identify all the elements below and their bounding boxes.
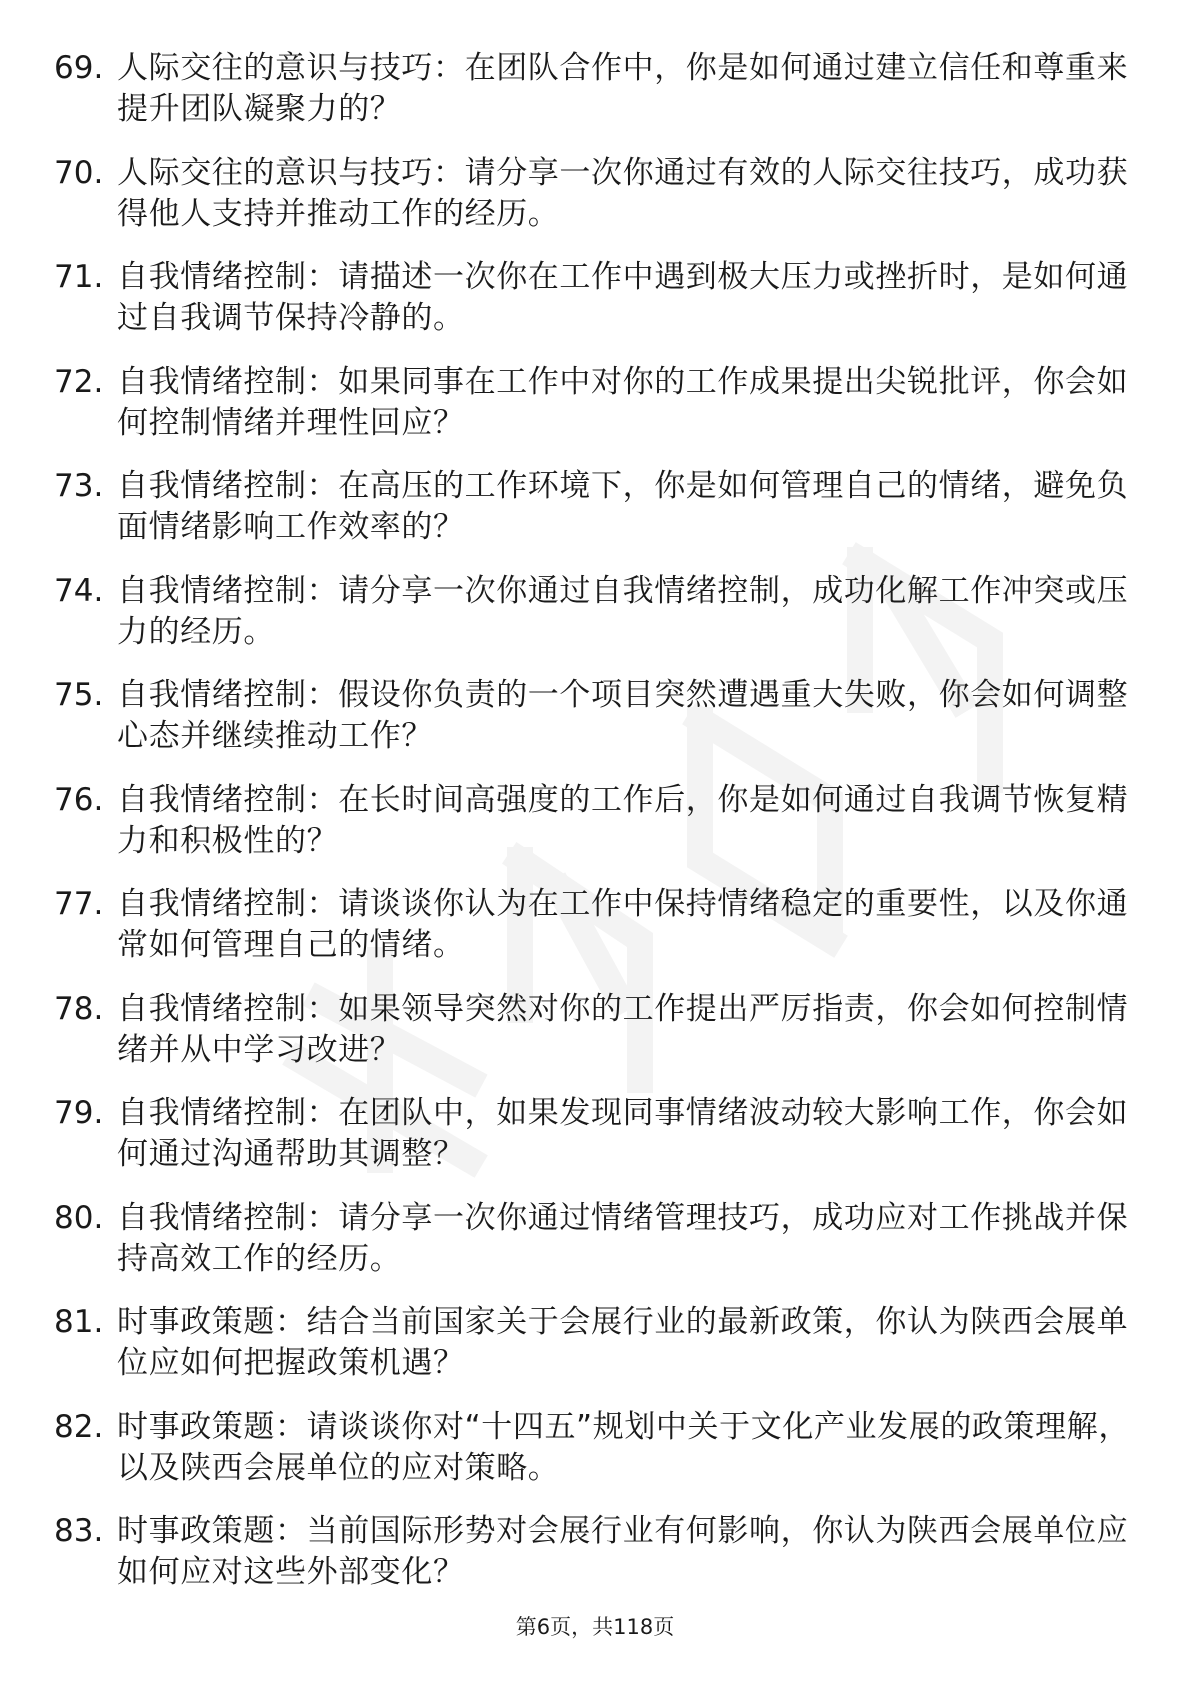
question-text: 自我情绪控制：在高压的工作环境下，你是如何管理自己的情绪，避免负面情绪影响工作效率的？ xyxy=(117,468,1129,545)
question-number: 83. xyxy=(54,1513,104,1549)
question-number: 79. xyxy=(54,1095,104,1131)
question-number: 77. xyxy=(54,886,104,922)
question-number: 69. xyxy=(54,50,104,86)
question-number: 78. xyxy=(54,990,104,1027)
question-text: 自我情绪控制：请分享一次你通过自我情绪控制，成功化解工作冲突或压力的经历。 xyxy=(117,572,1129,650)
question-text: 自我情绪控制：请分享一次你通过情绪管理技巧，成功应对工作挑战并保持高效工作的经历。 xyxy=(117,1199,1129,1277)
question-item xyxy=(54,466,1139,548)
question-item xyxy=(54,257,1139,339)
question-number: 75. xyxy=(54,677,104,713)
question-number: 71. xyxy=(54,259,104,295)
question-number: 73. xyxy=(54,468,104,504)
question-text: 自我情绪控制：假设你负责的一个项目突然遭遇重大失败，你会如何调整心态并继续推动工作？ xyxy=(117,677,1129,754)
question-item xyxy=(54,362,1139,444)
question-item xyxy=(54,1093,1139,1175)
question-item xyxy=(54,1511,1139,1593)
question-item xyxy=(54,153,1139,235)
page-number-footer: 第6页，共118页 xyxy=(515,1615,675,1639)
question-text: 人际交往的意识与技巧：请分享一次你通过有效的人际交往技巧，成功获得他人支持并推动工作的经历。 xyxy=(117,154,1129,232)
question-item xyxy=(54,1407,1139,1489)
question-text: 自我情绪控制：请描述一次你在工作中遇到极大压力或挫折时，是如何通过自我调节保持冷静的。 xyxy=(117,259,1129,336)
question-number: 76. xyxy=(54,781,104,818)
question-number: 72. xyxy=(54,363,104,400)
question-text: 时事政策题：当前国际形势对会展行业有何影响，你认为陕西会展单位应如何应对这些外部变化？ xyxy=(117,1513,1129,1590)
question-text: 自我情绪控制：在团队中，如果发现同事情绪波动较大影响工作，你会如何通过沟通帮助其调整？ xyxy=(117,1095,1129,1172)
question-item xyxy=(54,884,1139,966)
question-text: 时事政策题：请谈谈你对“十四五”规划中关于文化产业发展的政策理解，以及陕西会展单位的应对策略。 xyxy=(117,1408,1130,1486)
question-number: 74. xyxy=(54,572,104,609)
question-item xyxy=(54,1198,1139,1280)
question-number: 82. xyxy=(54,1408,104,1445)
question-number: 70. xyxy=(54,154,104,191)
question-text: 自我情绪控制：如果同事在工作中对你的工作成果提出尖锐批评，你会如何控制情绪并理性回应？ xyxy=(117,363,1129,441)
question-list xyxy=(54,48,1139,1616)
question-item xyxy=(54,1302,1139,1384)
question-text: 时事政策题：结合当前国家关于会展行业的最新政策，你认为陕西会展单位应如何把握政策机遇？ xyxy=(117,1304,1129,1381)
question-number: 81. xyxy=(54,1304,104,1340)
question-item xyxy=(54,989,1139,1071)
question-item xyxy=(54,675,1139,757)
question-item xyxy=(54,780,1139,862)
question-text: 自我情绪控制：如果领导突然对你的工作提出严厉指责，你会如何控制情绪并从中学习改进？ xyxy=(117,990,1129,1068)
question-item xyxy=(54,48,1139,130)
question-item xyxy=(54,571,1139,653)
question-text: 自我情绪控制：请谈谈你认为在工作中保持情绪稳定的重要性，以及你通常如何管理自己的情绪。 xyxy=(117,886,1129,963)
question-text: 自我情绪控制：在长时间高强度的工作后，你是如何通过自我调节恢复精力和积极性的？ xyxy=(117,781,1129,859)
question-text: 人际交往的意识与技巧：在团队合作中，你是如何通过建立信任和尊重来提升团队凝聚力的？ xyxy=(117,50,1129,127)
question-number: 80. xyxy=(54,1199,104,1236)
